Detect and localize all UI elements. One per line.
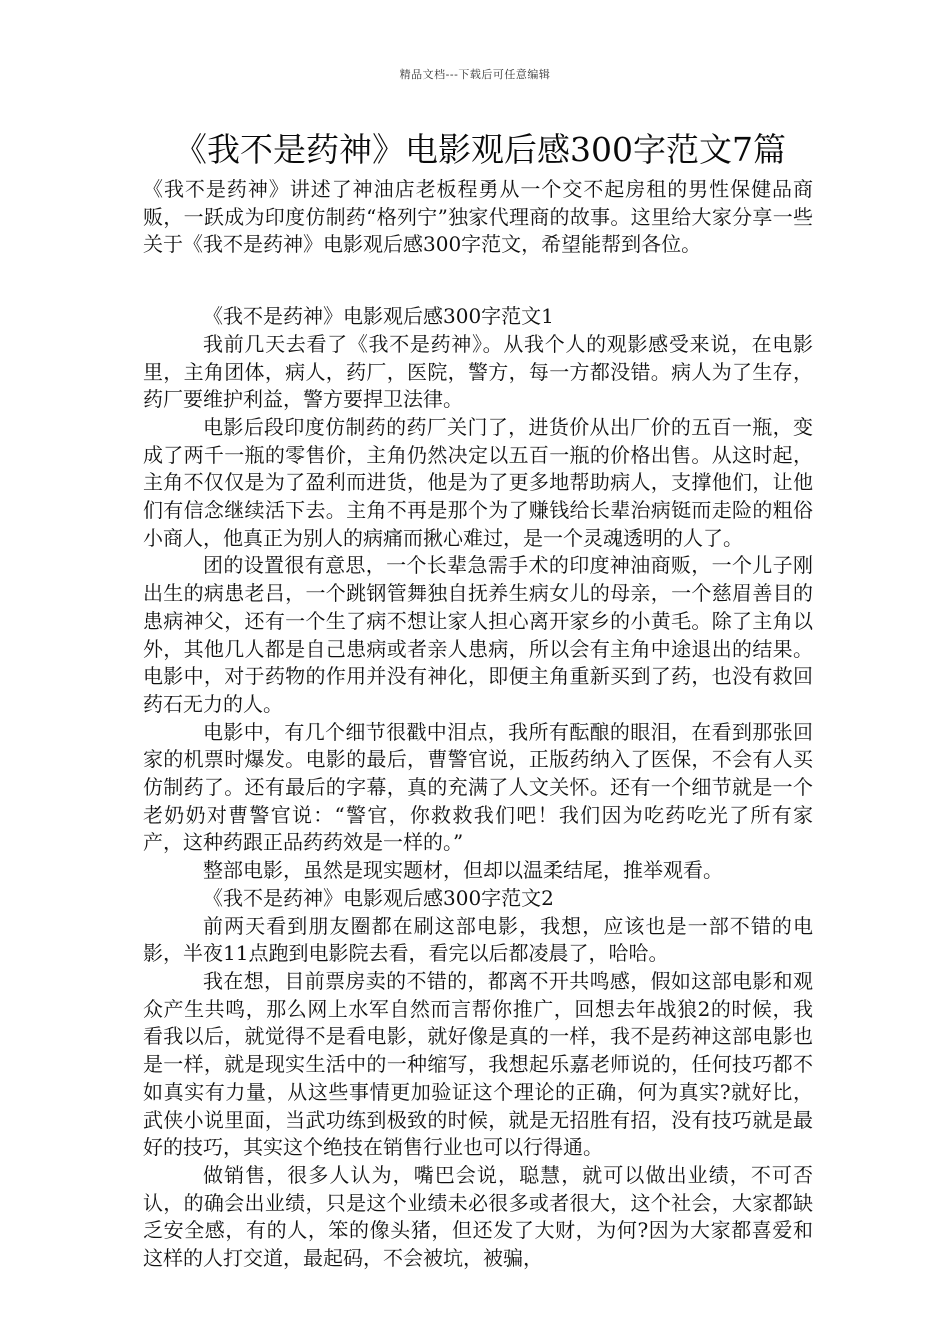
document-body [143, 176, 813, 1273]
intro-paragraph: 《我不是药神》讲述了神油店老板程勇从一个交不起房租的男性保健品商贩，一跃成为印度仿制药“格列宁”独家代理商的故事。这里给大家分享一些关于《我不是药神》电影观后感300字范文，希望能帮到各位。 [143, 177, 813, 257]
header-note: 精品文档---下载后可任意编辑 [399, 68, 551, 81]
section-2-paragraph: 做销售，很多人认为，嘴巴会说，聪慧，就可以做出业绩，不可否认，的确会出业绩，只是这个业绩未必很多或者很大，这个社会，大家都缺乏安全感，有的人，笨的像头猪，但还发了大财，为何?因为大家都喜爱和这样的人打交道，最起码，不会被坑，被骗， [143, 1162, 813, 1271]
document-title: 《我不是药神》电影观后感300字范文7篇 [174, 130, 786, 169]
section-2-paragraph: 我在想，目前票房卖的不错的，都离不开共鸣感，假如这部电影和观众产生共鸣，那么网上水军自然而言帮你推广，回想去年战狼2的时候，我看我以后，就觉得不是看电影，就好像是真的一样，我不是药神这部电影也是一样，就是现实生活中的一种缩写，我想起乐嘉老师说的，任何技巧都不如真实有力量，从这些事情更加验证这个理论的正确，何为真实?就好比，武侠小说里面，当武功练到极致的时候，就是无招胜有招，没有技巧就是最好的技巧，其实这个绝技在销售行业也可以行得通。 [143, 968, 813, 1160]
section-1-paragraph: 我前几天去看了《我不是药神》。从我个人的观影感受来说，在电影里，主角团体，病人，药厂，医院，警方，每一方都没错。病人为了生存，药厂要维护利益，警方要捍卫法律。 [143, 331, 813, 412]
section-heading-2: 《我不是药神》电影观后感300字范文2 [203, 885, 554, 910]
section-1-paragraph: 团的设置很有意思，一个长辈急需手术的印度神油商贩，一个儿子刚出生的病患老吕，一个跳钢管舞独自抚养生病女儿的母亲，一个慈眉善目的患病神父，还有一个生了病不想让家人担心离开家乡的小黄毛。除了主角以外，其他几人都是自己患病或者亲人患病，所以会有主角中途退出的结果。电影中，对于药物的作用并没有神化，即便主角重新买到了药，也没有救回药石无力的人。 [143, 553, 813, 716]
section-1-paragraph: 电影后段印度仿制药的药厂关门了，进货价从出厂价的五百一瓶，变成了两千一瓶的零售价，主角仍然决定以五百一瓶的价格出售。从这时起，主角不仅仅是为了盈利而进货，他是为了更多地帮助病人，支撑他们，让他们有信念继续活下去。主角不再是那个为了赚钱给长辈治病铤而走险的粗俗小商人，他真正为别人的病痛而揪心难过，是一个灵魂透明的人了。 [143, 414, 813, 550]
section-heading-1: 《我不是药神》电影观后感300字范文1 [203, 304, 554, 329]
section-2-paragraph: 前两天看到朋友圈都在刷这部电影，我想，应该也是一部不错的电影，半夜11点跑到电影院去看，看完以后都凌晨了，哈哈。 [143, 913, 813, 966]
paragraph-spacer [143, 259, 813, 303]
section-1-paragraph: 电影中，有几个细节很戳中泪点，我所有酝酿的眼泪，在看到那张回家的机票时爆发。电影的最后，曹警官说，正版药纳入了医保，不会有人买仿制药了。还有最后的字幕，真的充满了人文关怀。还有一个细节就是一个老奶奶对曹警官说：“警官，你救救我们吧！我们因为吃药吃光了所有家产，这种药跟正品药药效是一样的。” [143, 719, 813, 855]
section-1-paragraph: 整部电影，虽然是现实题材，但却以温柔结尾，推举观看。 [203, 858, 723, 883]
